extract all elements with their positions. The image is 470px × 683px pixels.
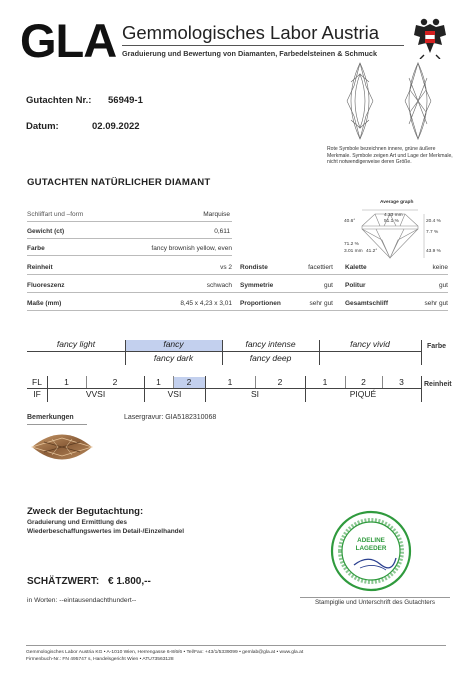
date-value: 02.09.2022: [92, 121, 140, 132]
stamp-first-name: ADELINE: [357, 537, 385, 544]
graph-table: 51.1 %: [384, 219, 399, 224]
clarity-value: vs 2: [220, 264, 232, 271]
stamp-last-name: LAGEDER: [355, 545, 387, 552]
estimate-amount: € 1.800,--: [108, 576, 151, 587]
austria-eagle-icon: [412, 15, 448, 59]
dims-value: 8,45 x 4,23 x 3,01: [180, 300, 232, 307]
color-fancy-vivid: fancy vivid: [350, 339, 390, 349]
laser-inscription: Lasergravur: GIA5182310068: [124, 414, 217, 421]
culet-label: Kalette: [345, 264, 367, 271]
color-value: fancy brownish yellow, even: [151, 245, 232, 252]
purpose-line-2: Wiederbeschaffungswertes im Detail-/Einzelhandel: [27, 528, 185, 535]
fluor-label: Fluoreszenz: [27, 282, 65, 289]
clarity-vvs1: 1: [64, 377, 69, 387]
polish-label: Politur: [345, 282, 366, 289]
diagram-note: Rote Symbole bezeichnen innere, grüne äußere Merkmale. Symbole zeigen Art und Lage der Merkmale, nicht notwendigerweise deren Größe.: [327, 146, 453, 165]
purpose-title: Zweck der Begutachtung:: [27, 506, 144, 517]
proportions-value: sehr gut: [309, 300, 333, 307]
clarity-vvs2: 2: [112, 377, 118, 387]
color-scale-label: Farbe: [427, 343, 447, 350]
color-fancy-dark: fancy dark: [153, 353, 194, 363]
proportion-graph: [340, 200, 450, 262]
graph-crown-height: 20.4 %: [426, 219, 441, 224]
clarity-pique: PIQUÉ: [349, 389, 377, 399]
clarity-vs2: 2: [186, 377, 192, 387]
shape-label: Schliffart und –form: [27, 211, 84, 218]
graph-girdle: 7.7 %: [426, 230, 439, 235]
gla-logo: GLA: [20, 14, 117, 67]
color-fancy-light: fancy light: [56, 339, 96, 349]
clarity-p3: 3: [399, 377, 404, 387]
estimate-in-words: in Worten: --eintausendachthundert--: [27, 597, 137, 604]
clarity-if: IF: [33, 389, 41, 399]
weight-value: 0,611: [214, 228, 230, 235]
girdle-value: facettiert: [308, 264, 333, 271]
footer-line-1: Gemmologisches Labor Austria KG • A-1010 Wien, Herrengasse 6-8/6/6 • Tel/Fax: +43/1/5339099 • gemlab@gla.at • www.gla.at: [26, 650, 304, 655]
clarity-p1: 1: [322, 377, 328, 387]
section-title: GUTACHTEN NATÜRLICHER DIAMANT: [27, 177, 211, 188]
clarity-si2: 2: [277, 377, 283, 387]
clarity-vsi: VSI: [167, 389, 182, 399]
clarity-si: SI: [250, 389, 260, 399]
estimate-label: SCHÄTZWERT:: [27, 576, 100, 587]
color-fancy-intense: fancy intense: [245, 339, 296, 349]
graph-crown-angle: 40.6°: [344, 219, 356, 224]
graph-pavilion-depth: 43.9 %: [426, 249, 441, 254]
clarity-scale: [27, 376, 422, 402]
date-label: Datum:: [26, 121, 59, 132]
clarity-vs1: 1: [156, 377, 161, 387]
polish-value: gut: [438, 282, 448, 289]
stamp-name: [330, 537, 412, 553]
graph-pavilion-depth-mm: 3.01 mm: [344, 249, 363, 254]
color-scale: [27, 333, 422, 369]
color-fancy: fancy: [163, 339, 184, 349]
footer-line-2: Firmenbuch-Nr.: FN 495747 s, Handelsgericht Wien • ATU73563128: [26, 657, 174, 662]
fluor-value: schwach: [206, 282, 232, 289]
clarity-scale-label: Reinheit: [424, 381, 452, 388]
culet-value: keine: [432, 264, 448, 271]
shape-value: Marquise: [203, 211, 230, 218]
graph-title: Average graph: [380, 200, 414, 205]
stamp-caption: Stampiglie und Unterschrift des Gutachters: [314, 599, 436, 606]
color-fancy-deep: fancy deep: [249, 353, 292, 363]
girdle-label: Rondiste: [240, 264, 268, 271]
overall-label: Gesamtschliff: [345, 300, 388, 307]
clarity-label: Reinheit: [27, 264, 53, 271]
proportions-label: Proportionen: [240, 300, 281, 307]
cert-number-value: 56949-1: [108, 95, 143, 106]
clarity-vvsi: VVSI: [85, 389, 106, 399]
clarity-p2: 2: [361, 377, 366, 387]
graph-pavilion-angle: 41.2°: [366, 249, 378, 254]
symmetry-value: gut: [323, 282, 333, 289]
diamond-photo: [30, 428, 94, 466]
lab-name: Gemmologisches Labor Austria: [122, 22, 380, 43]
clarity-si1: 1: [227, 377, 233, 387]
graph-width: 4.23 mm: [384, 213, 403, 218]
purpose-line-1: Graduierung und Ermittlung des: [27, 519, 128, 526]
cert-number-label: Gutachten Nr.:: [26, 95, 92, 106]
color-label: Farbe: [27, 245, 45, 252]
clarity-fl: FL: [32, 377, 42, 387]
symmetry-label: Symmetrie: [240, 282, 274, 289]
overall-value: sehr gut: [424, 300, 448, 307]
graph-total-depth: 71.2 %: [344, 242, 359, 247]
header-rule: [122, 45, 404, 46]
remarks-label: Bemerkungen: [27, 414, 74, 421]
marquise-plot-diagram: [330, 60, 450, 142]
lab-tagline: Graduierung und Bewertung von Diamanten, Farbedelsteinen & Schmuck: [122, 49, 378, 58]
weight-label: Gewicht (ct): [27, 228, 65, 235]
dims-label: Maße (mm): [27, 300, 62, 307]
